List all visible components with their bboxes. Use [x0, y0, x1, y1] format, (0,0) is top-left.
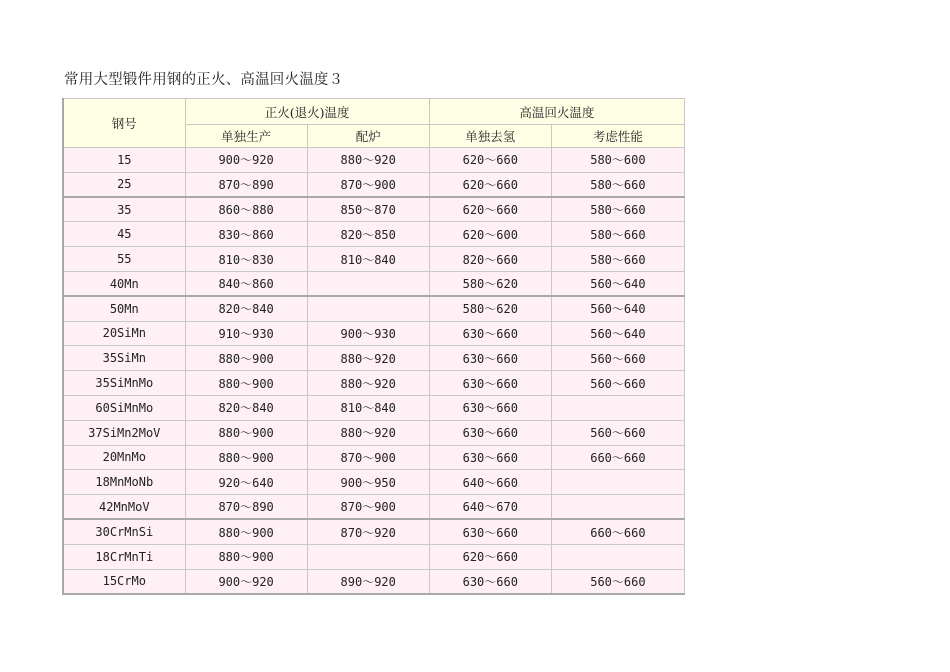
cell-normalize-single: 900～920 [185, 148, 307, 173]
cell-normalize-furnace: 870～920 [307, 519, 429, 544]
cell-temper-dehydrogen: 580～620 [429, 271, 551, 296]
cell-steel-grade: 50Mn [63, 296, 185, 321]
cell-normalize-single: 880～900 [185, 445, 307, 470]
cell-normalize-furnace [307, 271, 429, 296]
cell-temper-performance: 660～660 [551, 445, 684, 470]
table-row [63, 544, 685, 569]
cell-steel-grade: 45 [63, 222, 185, 247]
cell-temper-dehydrogen: 630～660 [429, 395, 551, 420]
cell-normalize-furnace: 870～900 [307, 172, 429, 197]
cell-temper-performance: 580～660 [551, 247, 684, 272]
cell-temper-performance: 560～640 [551, 321, 684, 346]
cell-normalize-single: 870～890 [185, 172, 307, 197]
page-title: 常用大型锻件用钢的正火、高温回火温度３ [64, 72, 344, 88]
cell-temper-dehydrogen: 620～660 [429, 148, 551, 173]
cell-temper-performance: 560～660 [551, 371, 684, 396]
cell-normalize-furnace: 890～920 [307, 569, 429, 594]
cell-temper-dehydrogen: 620～660 [429, 544, 551, 569]
cell-normalize-furnace: 900～930 [307, 321, 429, 346]
table-row [63, 222, 685, 247]
cell-temper-dehydrogen: 640～660 [429, 470, 551, 495]
cell-normalize-single: 880～900 [185, 420, 307, 445]
cell-normalize-furnace [307, 544, 429, 569]
cell-normalize-furnace: 820～850 [307, 222, 429, 247]
cell-temper-performance: 560～660 [551, 420, 684, 445]
cell-normalize-single: 910～930 [185, 321, 307, 346]
cell-steel-grade: 15 [63, 148, 185, 173]
header-steel-grade: 钢号 [63, 99, 185, 148]
cell-normalize-single: 880～900 [185, 346, 307, 371]
cell-normalize-single: 820～840 [185, 395, 307, 420]
cell-temper-performance: 560～660 [551, 346, 684, 371]
cell-temper-dehydrogen: 580～620 [429, 296, 551, 321]
cell-steel-grade: 42MnMoV [63, 495, 185, 520]
table-row [63, 296, 685, 321]
cell-normalize-single: 880～900 [185, 544, 307, 569]
cell-steel-grade: 37SiMn2MoV [63, 420, 185, 445]
cell-steel-grade: 25 [63, 172, 185, 197]
cell-temper-dehydrogen: 630～660 [429, 321, 551, 346]
cell-normalize-furnace [307, 296, 429, 321]
cell-normalize-single: 880～900 [185, 371, 307, 396]
table-row [63, 420, 685, 445]
cell-normalize-single: 820～840 [185, 296, 307, 321]
cell-temper-dehydrogen: 820～660 [429, 247, 551, 272]
cell-steel-grade: 15CrMo [63, 569, 185, 594]
cell-normalize-single: 860～880 [185, 197, 307, 222]
table-row [63, 346, 685, 371]
table-row [63, 470, 685, 495]
cell-temper-dehydrogen: 640～670 [429, 495, 551, 520]
cell-normalize-single: 920～640 [185, 470, 307, 495]
cell-steel-grade: 55 [63, 247, 185, 272]
header-temper-group: 高温回火温度 [429, 99, 684, 125]
cell-normalize-furnace: 880～920 [307, 148, 429, 173]
table-row [63, 321, 685, 346]
cell-temper-performance [551, 395, 684, 420]
cell-normalize-furnace: 900～950 [307, 470, 429, 495]
tempering-table [62, 98, 685, 595]
cell-temper-performance [551, 495, 684, 520]
cell-temper-dehydrogen: 630～660 [429, 346, 551, 371]
table-row [63, 197, 685, 222]
cell-temper-performance: 580～660 [551, 197, 684, 222]
header-normalize-group: 正火(退火)温度 [185, 99, 429, 125]
cell-temper-dehydrogen: 620～660 [429, 197, 551, 222]
table-row [63, 247, 685, 272]
cell-temper-performance: 580～600 [551, 148, 684, 173]
table-row [63, 569, 685, 594]
table-body [63, 148, 685, 594]
cell-normalize-furnace: 870～900 [307, 495, 429, 520]
cell-temper-dehydrogen: 630～660 [429, 371, 551, 396]
table-row [63, 495, 685, 520]
cell-steel-grade: 40Mn [63, 271, 185, 296]
cell-steel-grade: 35SiMnMo [63, 371, 185, 396]
cell-steel-grade: 30CrMnSi [63, 519, 185, 544]
cell-normalize-single: 880～900 [185, 519, 307, 544]
cell-normalize-single: 810～830 [185, 247, 307, 272]
table-row [63, 172, 685, 197]
cell-normalize-single: 840～860 [185, 271, 307, 296]
cell-normalize-furnace: 850～870 [307, 197, 429, 222]
table-row [63, 371, 685, 396]
cell-steel-grade: 18CrMnTi [63, 544, 185, 569]
cell-temper-performance: 560～640 [551, 296, 684, 321]
header-temper-performance: 考虑性能 [551, 125, 684, 148]
table-row [63, 148, 685, 173]
cell-temper-performance: 560～640 [551, 271, 684, 296]
cell-normalize-furnace: 810～840 [307, 247, 429, 272]
cell-temper-performance [551, 470, 684, 495]
cell-temper-dehydrogen: 630～660 [429, 445, 551, 470]
cell-normalize-single: 900～920 [185, 569, 307, 594]
table-row [63, 445, 685, 470]
cell-steel-grade: 35SiMn [63, 346, 185, 371]
cell-normalize-furnace: 870～900 [307, 445, 429, 470]
table-row [63, 271, 685, 296]
cell-normalize-furnace: 880～920 [307, 371, 429, 396]
cell-temper-dehydrogen: 620～600 [429, 222, 551, 247]
cell-normalize-furnace: 880～920 [307, 346, 429, 371]
cell-temper-performance: 660～660 [551, 519, 684, 544]
cell-steel-grade: 20MnMo [63, 445, 185, 470]
cell-temper-performance: 580～660 [551, 172, 684, 197]
cell-steel-grade: 20SiMn [63, 321, 185, 346]
cell-normalize-furnace: 880～920 [307, 420, 429, 445]
cell-normalize-single: 870～890 [185, 495, 307, 520]
cell-temper-dehydrogen: 620～660 [429, 172, 551, 197]
cell-steel-grade: 35 [63, 197, 185, 222]
table-row [63, 395, 685, 420]
header-row-groups [63, 99, 685, 125]
cell-temper-dehydrogen: 630～660 [429, 519, 551, 544]
cell-steel-grade: 18MnMoNb [63, 470, 185, 495]
header-temper-dehydrogen: 单独去氢 [429, 125, 551, 148]
cell-temper-dehydrogen: 630～660 [429, 420, 551, 445]
cell-normalize-single: 830～860 [185, 222, 307, 247]
cell-normalize-furnace: 810～840 [307, 395, 429, 420]
cell-temper-performance: 580～660 [551, 222, 684, 247]
header-normalize-furnace: 配炉 [307, 125, 429, 148]
cell-temper-performance [551, 544, 684, 569]
header-normalize-single: 单独生产 [185, 125, 307, 148]
cell-steel-grade: 60SiMnMo [63, 395, 185, 420]
table-row [63, 519, 685, 544]
cell-temper-performance: 560～660 [551, 569, 684, 594]
cell-temper-dehydrogen: 630～660 [429, 569, 551, 594]
